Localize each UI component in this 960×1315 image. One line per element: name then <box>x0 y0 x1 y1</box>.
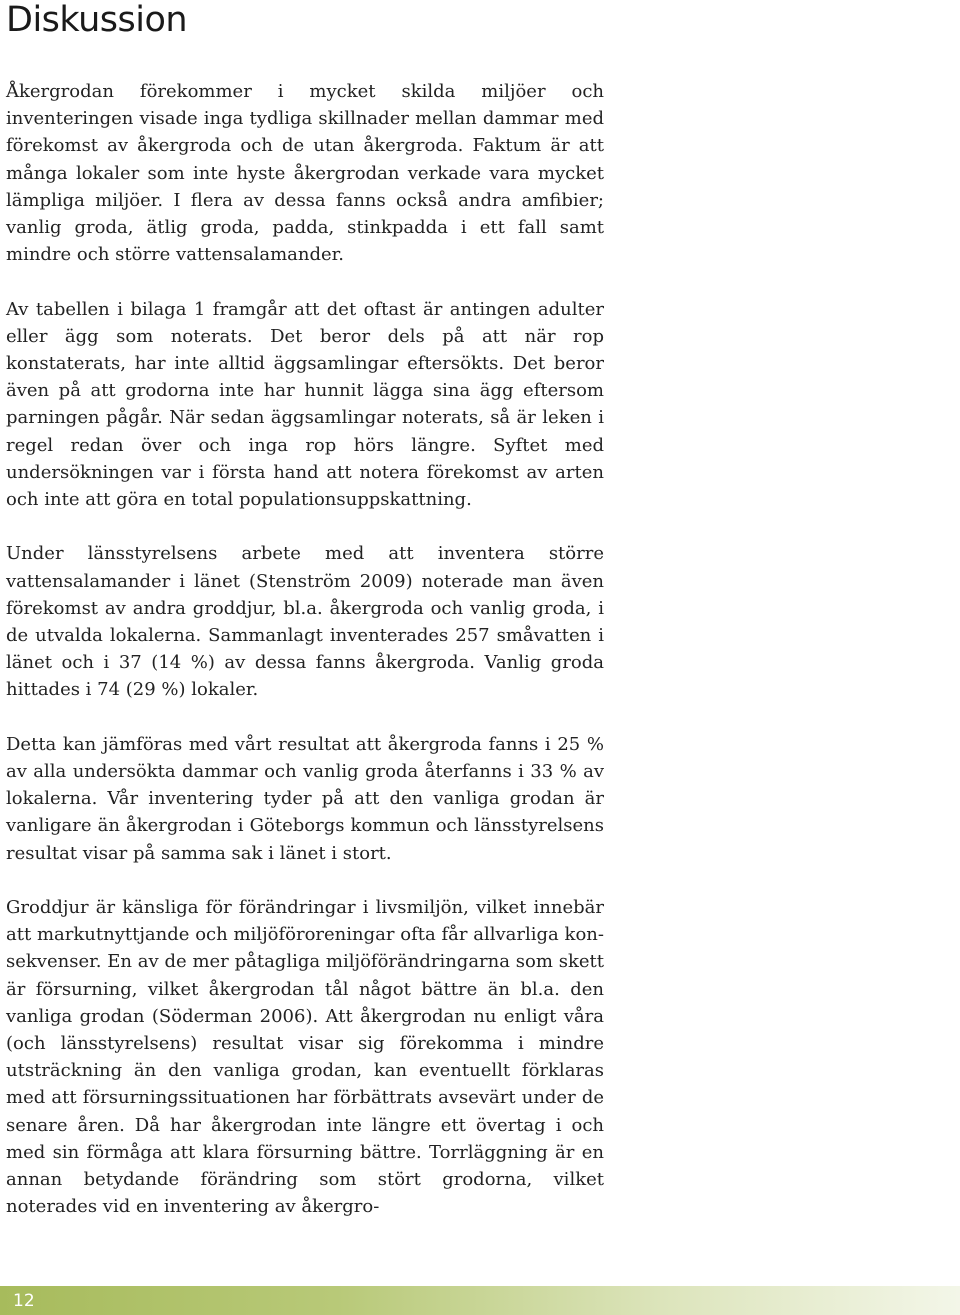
paragraph-4: Detta kan jämföras med vårt resultat att åkergroda fanns i 25 % av alla undersökta dammar och vanlig groda återfanns i 33 % av lokalerna. Vår inventering tyder på att den vanliga grodan är vanligare än åkergrodan i Göteborgs kommun och länsstyrelsens resultat visar på samma sak i länet i stort. <box>6 733 604 864</box>
page-number: 12 <box>13 1291 35 1311</box>
page-title: Diskussion <box>6 0 188 40</box>
body-text <box>6 78 604 1248</box>
paragraph-5: Groddjur är känsliga för förändringar i livsmiljön, vilket innebär att markutnyttjande och miljöföroreningar ofta får allvarliga konsekvenser. En av de mer påtagliga miljöförändringarna som skett är försurning, vilket åkergrodan tål något bättre än bl.a. den vanliga grodan (Söderman 2006). Att åkergrodan nu enligt våra (och länsstyrelsens) resultat visar sig förekomma i mindre utsträckning än den vanliga grodan, kan eventuellt förklaras med att försurningssituationen har förbättrats avsevärt under de senare åren. Då har åkergrodan inte längre ett övertag i och med sin förmåga att klara försurning bättre. Torrläggning är en annan betydande förändring som stört grodorna, vilket noterades vid en inventering av åkergro- <box>6 897 604 1218</box>
paragraph-3: Under länsstyrelsens arbete med att inventera större vattensalamander i länet (Stenström 2009) noterade man även förekomst av andra groddjur, bl.a. åkergroda och vanlig groda, i de utvalda lokalerna. Sammanlagt inventerades 257 småvatten i länet och i 37 (14 %) av dessa fanns åkergroda. Vanlig groda hittades i 74 (29 %) lokaler. <box>6 543 604 701</box>
paragraph-2: Av tabellen i bilaga 1 framgår att det oftast är antingen adulter eller ägg som noterats. Det beror dels på att när rop konstaterats, har inte alltid äggsamlingar eftersökts. Det beror även på att grodorna inte har hunnit lägga sina ägg eftersom parningen pågår. När sedan äggsamlingar noterats, så är leken i regel redan över och inga rop hörs längre. Syftet med undersökningen var i första hand att notera förekomst av arten och inte att göra en total populationsuppskattning. <box>6 298 604 511</box>
paragraph-1: Åkergrodan förekommer i mycket skilda miljöer och inventeringen visade inga tydliga skillnader mellan dammar med förekomst av åkergroda och de utan åkergroda. Faktum är att många lokaler som inte hyste åkergrodan verkade vara mycket lämpliga miljöer. I flera av dessa fanns också andra amfibier; vanlig groda, ätlig groda, padda, stinkpadda i ett fall samt mindre och större vattensalamander. <box>6 81 604 266</box>
footer-bar <box>0 1286 960 1315</box>
